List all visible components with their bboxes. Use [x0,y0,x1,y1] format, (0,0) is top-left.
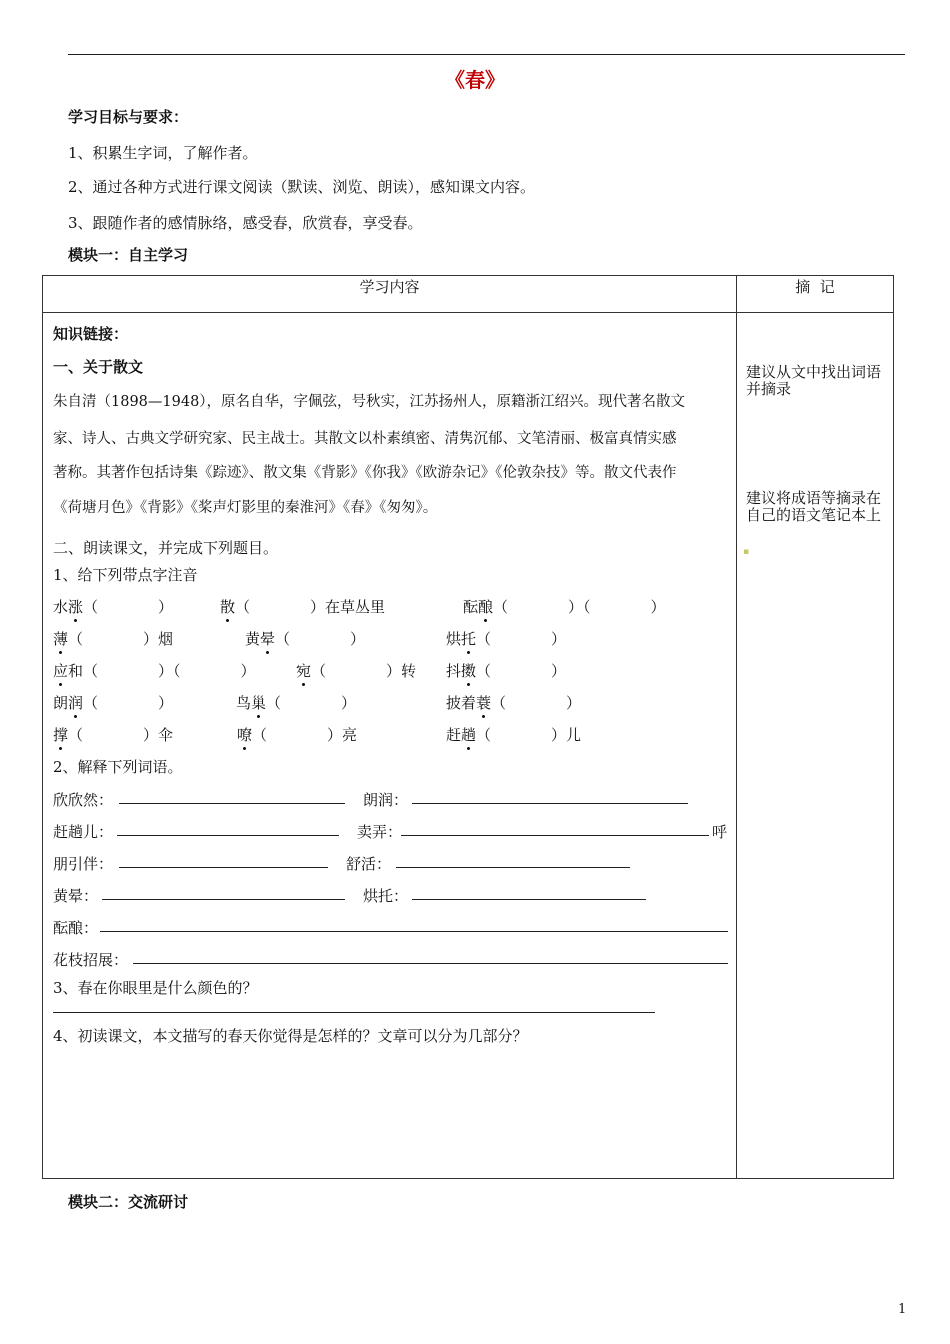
pinyin-item: 抖擞（ ） [446,662,567,680]
header-rule [68,54,905,55]
objectives-heading: 学习目标与要求： [68,108,189,126]
pinyin-item: 赶趟（ ）儿 [446,726,582,744]
vocab-label: 朗润： [363,791,409,809]
answer-line [119,867,328,868]
note-mark: ▪ [743,547,750,557]
answer-line [117,835,339,836]
section-heading: 一、关于散文 [53,358,144,376]
bio-line: 《荷塘月色》《背影》《桨声灯影里的秦淮河》《春》《匆匆》。 [53,500,438,516]
vocab-label: 卖弄： [357,823,403,841]
page-number: 1 [898,1302,907,1317]
pinyin-item: 嘹（ ）亮 [237,726,358,744]
pinyin-item: 朗润（ ） [53,694,174,712]
objective-item: 2、通过各种方式进行课文阅读（默读、浏览、朗读），感知课文内容。 [68,178,536,196]
question-4: 4、初读课文，本文描写的春天你觉得是怎样的？文章可以分为几部分？ [53,1027,528,1045]
answer-line [396,867,630,868]
pinyin-item: 烘托（ ） [446,630,567,648]
question-2: 2、解释下列词语。 [53,758,183,776]
vocab-label: 酝酿： [53,919,99,937]
header-divider [43,312,893,313]
pinyin-item: 应和（ ）（ ） [53,662,256,680]
column-divider [736,276,737,1178]
objective-item: 1、积累生字词，了解作者。 [68,144,258,162]
note-suggestion: 建议从文中找出词语并摘录 [746,363,882,398]
vocab-label: 赶趟儿： [53,823,114,841]
pinyin-item: 披着蓑（ ） [446,694,582,712]
bio-line: 家、诗人、古典文学研究家、民主战士。其散文以朴素缜密、清隽沉郁、文笔清丽、极富真情实感 [53,431,677,447]
column-header-content: 学习内容 [359,278,420,296]
question-1: 1、给下列带点字注音 [53,566,198,584]
module1-heading: 模块一：自主学习 [68,246,189,264]
pinyin-item: 鸟巢（ ） [236,694,357,712]
module2-heading: 模块二：交流研讨 [68,1193,189,1211]
pinyin-item: 酝酿（ ）（ ） [463,598,666,616]
answer-line [133,963,728,964]
pinyin-item: 散（ ）在草丛里 [220,598,386,616]
objective-item: 3、跟随作者的感情脉络，感受春，欣赏春，享受春。 [68,214,423,232]
answer-line [412,803,688,804]
vocab-label: 烘托： [363,887,409,905]
note-suggestion: 建议将成语等摘录在自己的语文笔记本上 [746,489,882,524]
pinyin-item: 撑（ ）伞 [53,726,174,744]
pinyin-item: 水涨（ ） [53,598,174,616]
answer-line [102,899,345,900]
knowledge-link-heading: 知识链接： [53,325,129,343]
question-3: 3、春在你眼里是什么颜色的？ [53,979,258,997]
vocab-label: 朋引伴： [53,855,114,873]
vocab-continuation: 呼 [712,823,728,841]
answer-line [412,899,646,900]
study-table [42,275,894,1179]
section-heading: 二、朗读课文，并完成下列题目。 [53,539,279,557]
answer-line [119,803,345,804]
answer-line [100,931,728,932]
bio-line: 朱自清（1898—1948），原名自华，字佩弦，号秋实，江苏扬州人，原籍浙江绍兴。现代著名散文 [53,394,686,410]
page-title: 《春》 [445,68,505,92]
pinyin-item: 黄晕（ ） [245,630,366,648]
vocab-label: 舒活： [346,855,392,873]
bio-line: 著称。其著作包括诗集《踪迹》、散文集《背影》《你我》《欧游杂记》《伦敦杂技》等。散文代表作 [53,465,677,481]
column-header-notes: 摘 记 [795,278,835,296]
vocab-label: 欣欣然： [53,791,114,809]
pinyin-item: 宛（ ）转 [296,662,417,680]
answer-line [401,835,709,836]
vocab-label: 花枝招展： [53,951,129,969]
vocab-label: 黄晕： [53,887,99,905]
pinyin-item: 薄（ ）烟 [53,630,174,648]
answer-line [53,1012,655,1013]
